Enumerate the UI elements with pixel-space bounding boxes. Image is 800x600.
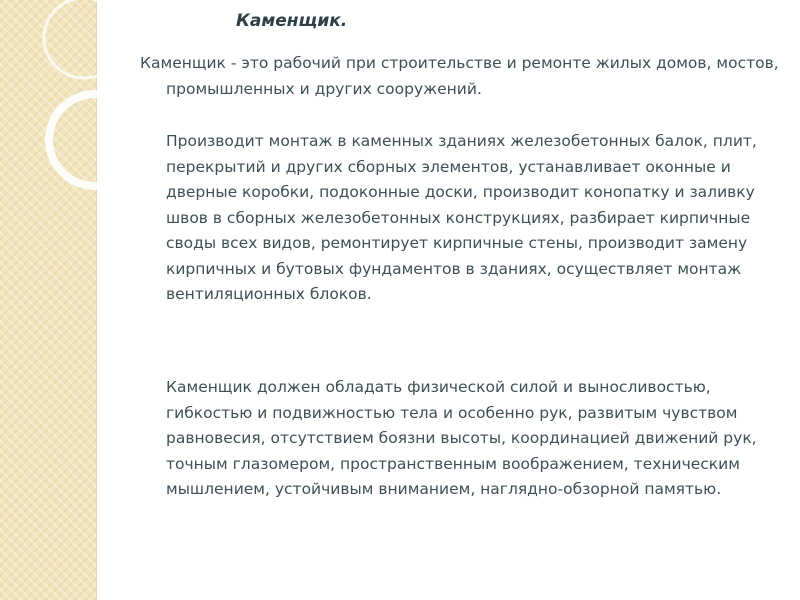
duties-paragraph: Производит монтаж в каменных зданиях железобетонных балок, плит, перекрытий и других сборных элементов, устанавливает оконные и дверные коробки, подоконные доски, производит конопатку и заливку швов в сборных железобетонных конструкциях, разбирает кирпичные своды всех видов, ремонтирует кирпичные стены, производит замену кирпичных и бутовых фундаментов в зданиях, осуществляет монтаж вентиляционных блоков.	[166, 132, 757, 303]
definition-paragraph: Каменщик - это рабочий при строительстве и ремонте жилых домов, мостов, промышленных и других сооружений.	[140, 54, 779, 98]
slide-title: Каменщик.	[236, 11, 348, 31]
qualities-paragraph: Каменщик должен обладать физической силой и выносливостью, гибкостью и подвижностью тела и особенно рук, развитым чувством равновесия, отсутствием боязни высоты, координацией движений рук, точным глазомером, пространственным воображением, техническим мышлением, устойчивым вниманием, наглядно-обзорной памятью.	[166, 378, 757, 498]
